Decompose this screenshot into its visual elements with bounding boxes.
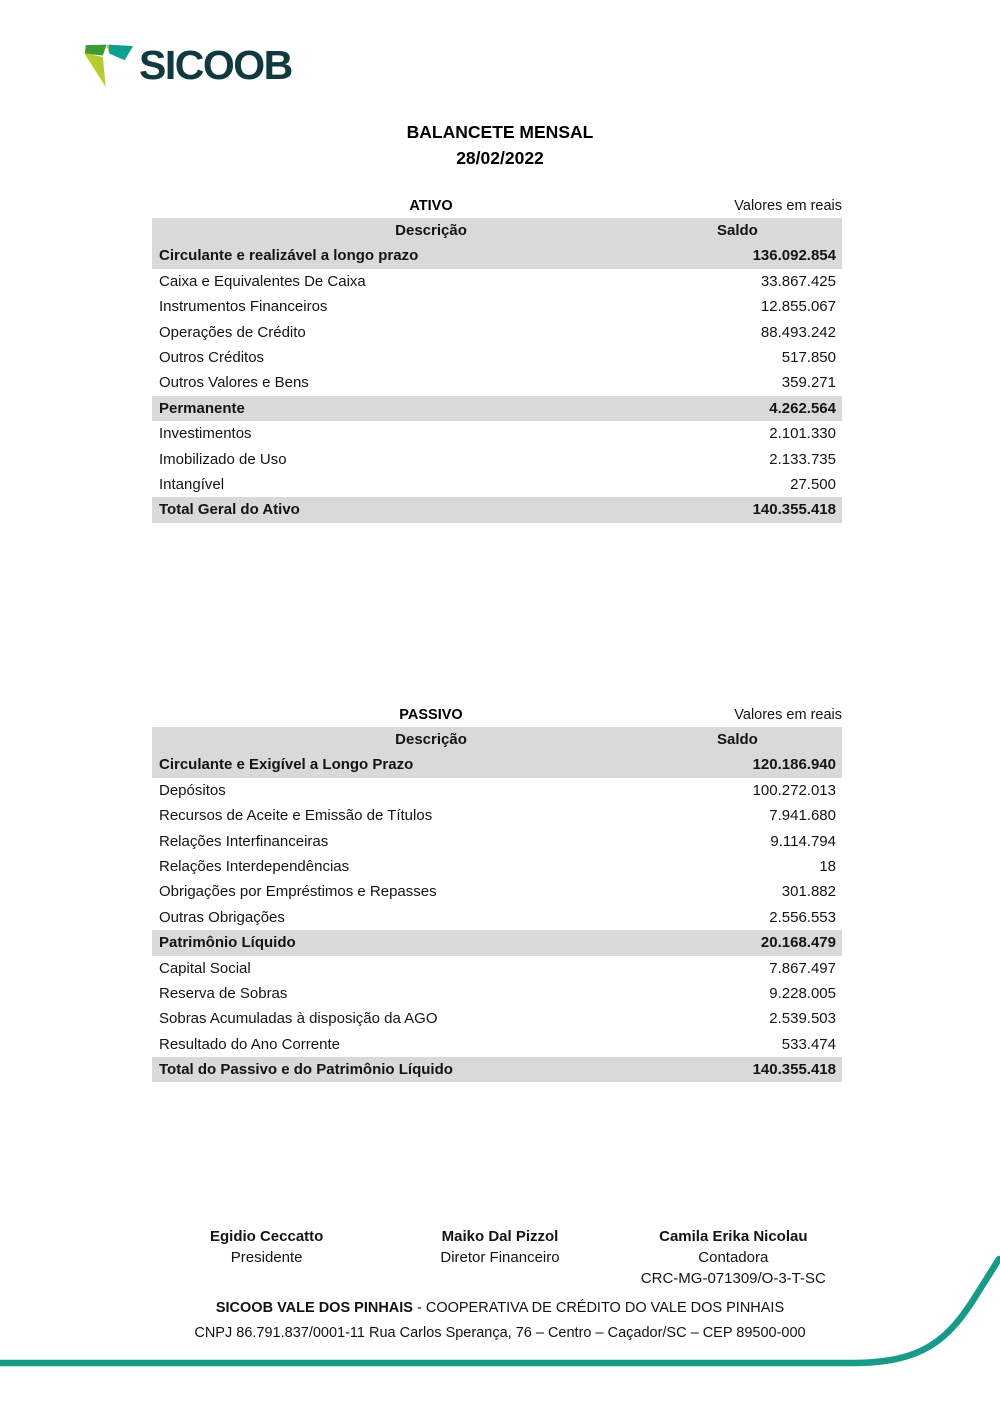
- signature-name: Egidio Ceccatto: [209, 1228, 324, 1245]
- table-row: [152, 803, 842, 828]
- row-value: 7.941.680: [769, 807, 836, 825]
- passivo-section: [152, 703, 842, 1082]
- table-row: [152, 269, 842, 294]
- row-label: Relações Interdependências: [159, 857, 350, 875]
- table-row: [152, 778, 842, 803]
- document-title: [0, 119, 1000, 171]
- row-value: 100.272.013: [752, 781, 836, 799]
- row-label: Circulante e realizável a longo prazo: [159, 247, 419, 265]
- ativo-table-body: [152, 243, 842, 522]
- row-value: 18: [819, 857, 836, 875]
- row-value: 9.114.794: [770, 832, 836, 850]
- table-row: [152, 956, 842, 981]
- row-value: 2.101.330: [769, 425, 836, 443]
- row-value: 359.271: [781, 374, 836, 392]
- row-label: Imobilizado de Uso: [159, 450, 287, 468]
- logo-teal-shape: [109, 45, 134, 61]
- footer-coop-name: SICOOB VALE DOS PINHAIS: [215, 1300, 413, 1316]
- signature-name: Maiko Dal Pizzol: [441, 1228, 559, 1245]
- signature-diretor: [383, 1226, 616, 1289]
- row-label: Circulante e Exigível a Longo Prazo: [159, 756, 414, 774]
- row-value: 88.493.242: [760, 323, 836, 341]
- row-label: Intangível: [159, 475, 225, 493]
- row-value: 301.882: [781, 883, 836, 901]
- ativo-unit-label: Valores em reais: [734, 198, 842, 214]
- row-label: Total Geral do Ativo: [159, 501, 300, 519]
- signature-role: Diretor Financeiro: [440, 1249, 560, 1266]
- row-label: Capital Social: [159, 959, 251, 977]
- ativo-section: [152, 194, 842, 523]
- row-value: 140.355.418: [752, 501, 836, 519]
- table-row: [152, 1006, 842, 1031]
- row-value: 2.539.503: [769, 1010, 836, 1028]
- signature-role: Contadora: [698, 1249, 769, 1266]
- row-label: Total do Passivo e do Patrimônio Líquido: [159, 1061, 453, 1079]
- row-value: 136.092.854: [752, 247, 836, 265]
- column-header-saldo: Saldo: [717, 731, 758, 748]
- row-label: Patrimônio Líquido: [159, 934, 296, 952]
- table-row: [152, 370, 842, 395]
- row-label: Reserva de Sobras: [159, 984, 288, 1002]
- footer-line2: CNPJ 86.791.837/0001-11 Rua Carlos Sperança, 76 – Centro – Caçador/SC – CEP 89500-000: [194, 1325, 806, 1341]
- table-row: [152, 497, 842, 522]
- row-label: Recursos de Aceite e Emissão de Títulos: [159, 807, 433, 825]
- row-label: Outras Obrigações: [159, 908, 285, 926]
- row-label: Outros Créditos: [159, 348, 265, 366]
- table-row: [152, 294, 842, 319]
- passivo-heading: PASSIVO: [399, 707, 463, 723]
- row-value: 7.867.497: [769, 959, 836, 977]
- row-value: 517.850: [781, 348, 836, 366]
- passivo-unit-label: Valores em reais: [734, 707, 842, 723]
- row-value: 4.262.564: [769, 399, 836, 417]
- row-label: Outros Valores e Bens: [159, 374, 309, 392]
- table-row: [152, 396, 842, 421]
- sicoob-logo: [82, 41, 292, 89]
- footer-line1: [0, 1296, 1000, 1321]
- row-label: Investimentos: [159, 425, 252, 443]
- sicoob-logo-icon: [82, 41, 135, 89]
- table-row: [152, 320, 842, 345]
- row-label: Depósitos: [159, 781, 226, 799]
- row-label: Caixa e Equivalentes De Caixa: [159, 272, 366, 290]
- column-header-descricao: Descrição: [395, 222, 467, 239]
- row-value: 140.355.418: [752, 1061, 836, 1079]
- row-label: Operações de Crédito: [159, 323, 306, 341]
- row-value: 12.855.067: [760, 298, 836, 316]
- table-row: [152, 421, 842, 446]
- table-row: [152, 243, 842, 268]
- document-footer: [0, 1296, 1000, 1346]
- ativo-section-head: [152, 194, 842, 218]
- table-row: [152, 829, 842, 854]
- title-line: BALANCETE MENSAL: [406, 122, 594, 142]
- logo-lime-wedge-shape: [84, 53, 106, 87]
- table-row: [152, 472, 842, 497]
- table-row: [152, 930, 842, 955]
- column-header-descricao: Descrição: [395, 731, 467, 748]
- table-row: [152, 447, 842, 472]
- row-value: 2.556.553: [769, 908, 836, 926]
- row-label: Sobras Acumuladas à disposição da AGO: [159, 1010, 438, 1028]
- row-value: 20.168.479: [760, 934, 836, 952]
- signature-name: Camila Erika Nicolau: [659, 1228, 808, 1245]
- row-label: Resultado do Ano Corrente: [159, 1035, 340, 1053]
- signature-block: [150, 1226, 850, 1289]
- signature-role: Presidente: [230, 1249, 303, 1266]
- ativo-heading: ATIVO: [409, 198, 453, 214]
- column-header-saldo: Saldo: [717, 222, 758, 239]
- signature-contadora: [617, 1226, 850, 1289]
- table-row: [152, 854, 842, 879]
- footer-coop-desc: - COOPERATIVA DE CRÉDITO DO VALE DOS PINHAIS: [412, 1300, 785, 1316]
- row-value: 120.186.940: [752, 756, 836, 774]
- row-value: 9.228.005: [769, 984, 836, 1002]
- row-value: 533.474: [781, 1035, 836, 1053]
- table-row: [152, 1057, 842, 1082]
- row-label: Obrigações por Empréstimos e Repasses: [159, 883, 437, 901]
- row-label: Permanente: [159, 399, 245, 417]
- table-row: [152, 879, 842, 904]
- sicoob-logo-text: SICOOB: [139, 42, 292, 88]
- table-row: [152, 1032, 842, 1057]
- passivo-table-body: [152, 752, 842, 1082]
- signature-presidente: [150, 1226, 383, 1289]
- row-label: Relações Interfinanceiras: [159, 832, 329, 850]
- row-label: Instrumentos Financeiros: [159, 298, 328, 316]
- row-value: 33.867.425: [760, 272, 836, 290]
- table-row: [152, 905, 842, 930]
- row-value: 2.133.735: [769, 450, 836, 468]
- table-row: [152, 752, 842, 777]
- passivo-header-row: [152, 727, 842, 752]
- table-row: [152, 345, 842, 370]
- passivo-section-head: [152, 703, 842, 727]
- signature-crc: CRC-MG-071309/O-3-T-SC: [640, 1270, 826, 1287]
- table-row: [152, 981, 842, 1006]
- row-value: 27.500: [790, 475, 836, 493]
- title-date: 28/02/2022: [456, 148, 544, 168]
- ativo-header-row: [152, 218, 842, 243]
